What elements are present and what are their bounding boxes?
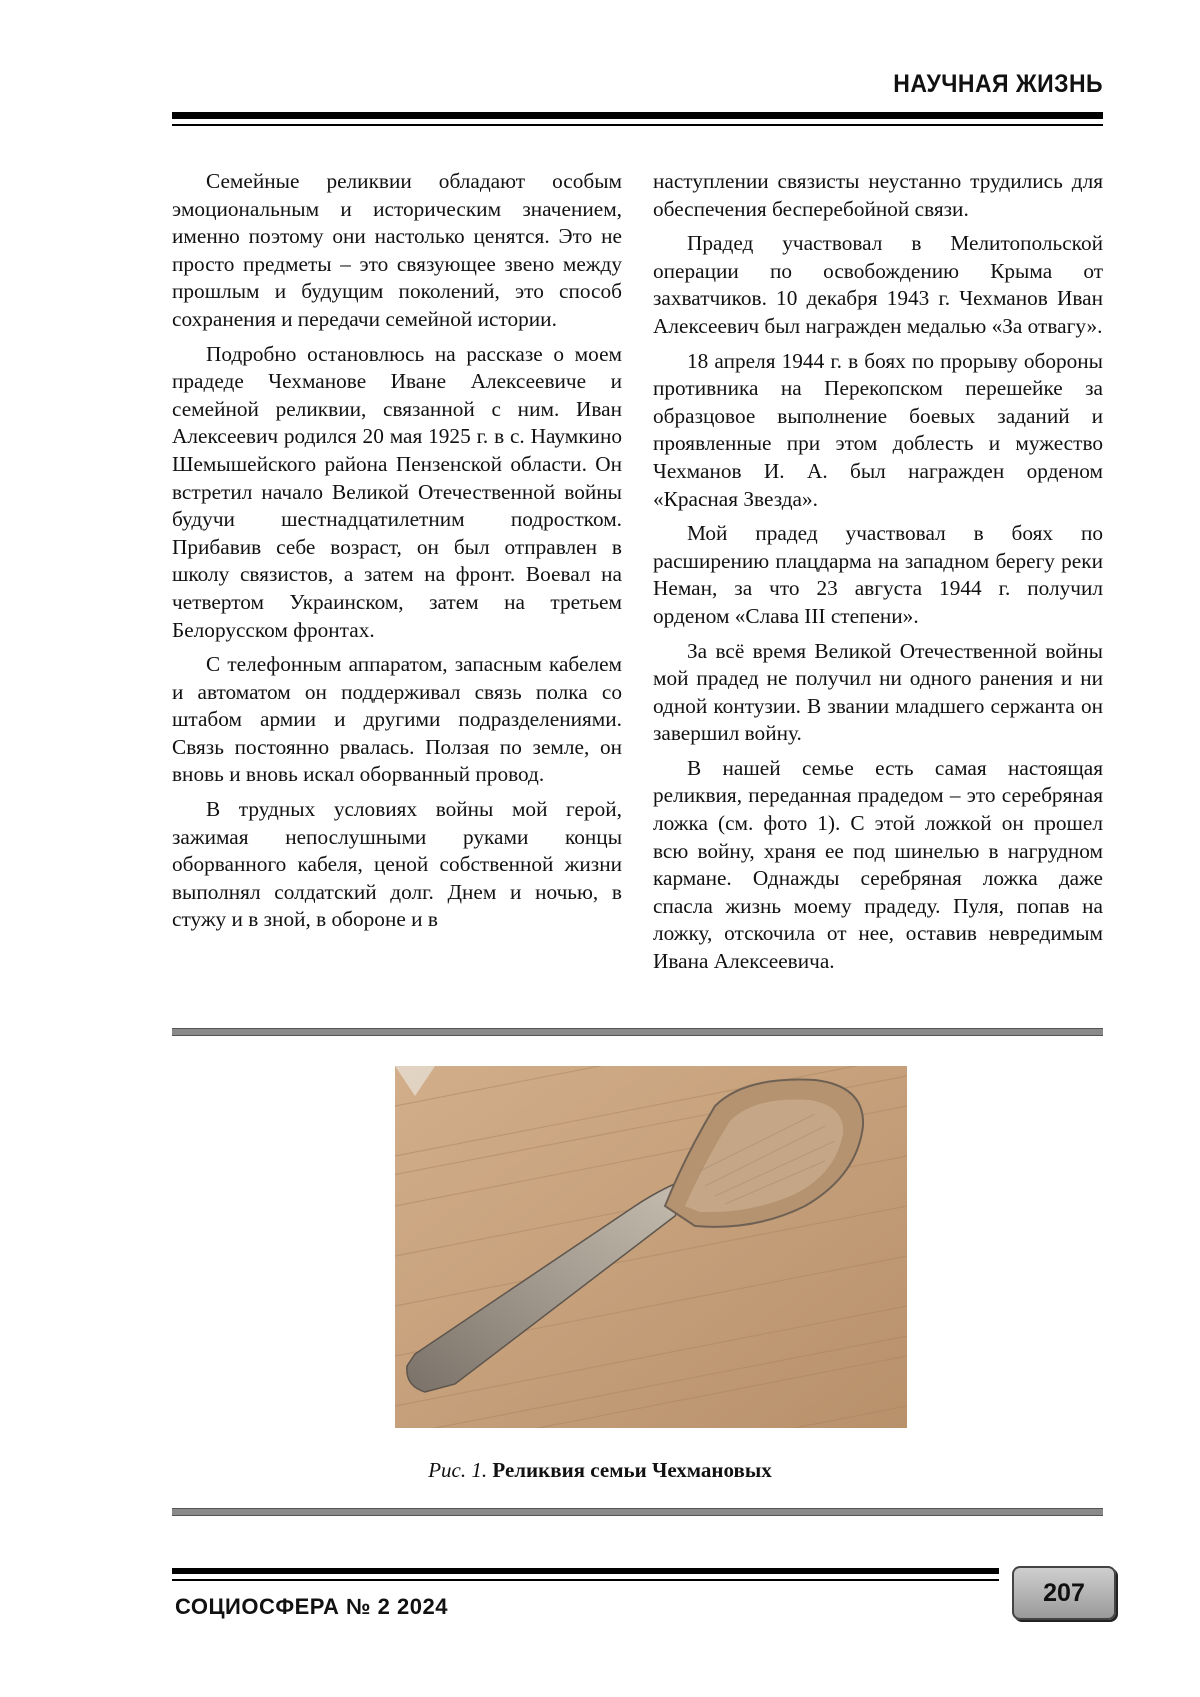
paragraph: наступлении связисты неустанно трудились для обеспечения бесперебойной связи.	[653, 169, 1103, 221]
paragraph: Прадед участвовал в Мелитопольской операции по освобождению Крыма от захватчиков. 10 декабря 1943 г. Чехманов Иван Алексеевич был награжден медалью «За отвагу».	[653, 231, 1103, 338]
paragraph: В нашей семье есть самая настоящая реликвия, переданная прадедом – это серебряная ложка (см. фото 1). С этой ложкой он прошел всю войну, храня ее под шинелью в нагрудном кармане. Однажды серебряная ложка даже спасла жизнь моему прадеду. Пуля, попав на ложку, отскочила от нее, оставив невредимым Ивана Алексеевича.	[653, 755, 1103, 974]
spoon-photo	[395, 1066, 907, 1428]
figure-caption	[0, 1458, 1200, 1483]
page-number: 207	[1012, 1566, 1116, 1620]
right-column	[653, 168, 1103, 1018]
paragraph: За всё время Великой Отечественной войны мой прадед не получил ни одного ранения и ни одной контузии. В звании младшего сержанта он завершил войну.	[653, 638, 1103, 746]
header-rule-thin	[172, 124, 1103, 126]
spoon-illustration	[395, 1066, 907, 1428]
figure-rule-bottom	[172, 1508, 1103, 1516]
figure-caption-text: Реликвия семьи Чехмановых	[492, 1458, 772, 1482]
figure-rule-top	[172, 1028, 1103, 1036]
section-title: НАУЧНАЯ ЖИЗНЬ	[893, 70, 1103, 98]
paragraph: 18 апреля 1944 г. в боях по прорыву обороны противника на Перекопском перешейке за образцовое выполнение боевых заданий и проявленные при этом доблесть и мужество Чехманов И. А. был награжден орденом «Красная Звезда».	[653, 348, 1103, 511]
paragraph: Подробно остановлюсь на рассказе о моем прадеде Чехманове Иване Алексеевиче и семейной реликвии, связанной с ним. Иван Алексеевич родился 20 мая 1925 г. в с. Наумкино Шемышейского района Пензенской области. Он встретил начало Великой Отечественной войны будучи шестнадцатилетним подростком. Прибавив себе возраст, он был отправлен в школу связистов, а затем на фронт. Воевал на четвертом Украинском, затем на третьем Белорусском фронтах.	[172, 341, 622, 642]
footer-rule-thick	[172, 1568, 999, 1574]
journal-name: СОЦИОСФЕРА № 2 2024	[175, 1594, 448, 1619]
footer-rule-thin	[172, 1579, 999, 1581]
paragraph: В трудных условиях войны мой герой, зажимая непослушными руками концы оборванного кабеля, ценой собственной жизни выполнял солдатский долг. Днем и ночью, в стужу и в зной, в обороне и в	[172, 797, 622, 932]
paragraph: Семейные реликвии обладают особым эмоциональным и историческим значением, именно поэтому они настолько ценятся. Это не просто предметы – это связующее звено между прошлым и будущим поколений, это способ сохранения и передачи семейной истории.	[172, 169, 622, 331]
paragraph: С телефонным аппаратом, запасным кабелем и автоматом он поддерживал связь полка со штабом армии и другими подразделениями. Связь постоянно рвалась. Ползая по земле, он вновь и вновь искал оборванный провод.	[172, 652, 622, 787]
left-column	[172, 168, 622, 1018]
figure-label: Рис. 1.	[428, 1458, 488, 1482]
article-body	[172, 168, 1103, 1018]
paragraph: Мой прадед участвовал в боях по расширению плацдарма на западном берегу реки Неман, за что 23 августа 1944 г. получил орденом «Слава III степени».	[653, 521, 1103, 628]
header-rule-thick	[172, 112, 1103, 119]
